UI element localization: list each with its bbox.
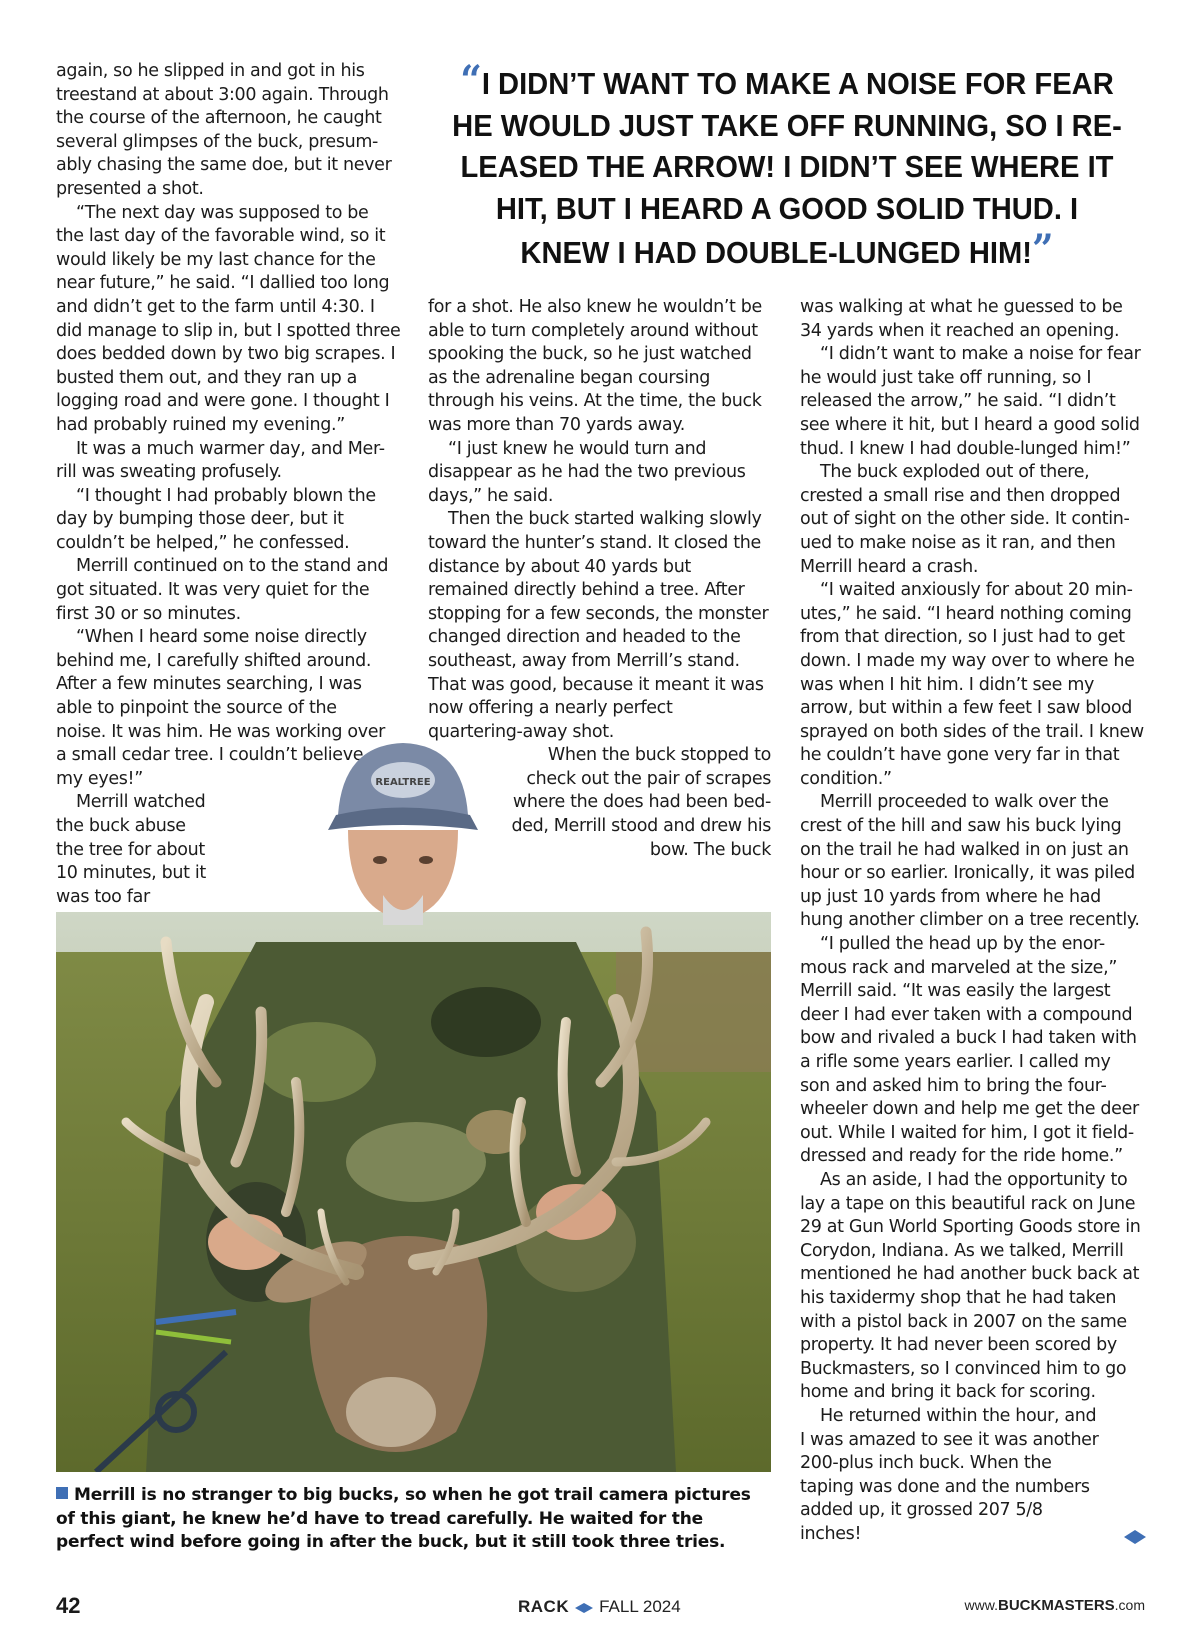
paragraph: He returned within the hour, and I was amazed to see it was another 200-plus inch buck. When the taping was done and the numbers added up, it grossed 207 5/8 inches! [800,1405,1099,1544]
paragraph: “I thought I had probably blown the day by bumping those deer, but it couldn’t be helped,” he confessed. [56,485,376,553]
paragraph: “I just knew he would turn and disappear as he had the two previous days,” he said. [428,438,746,506]
paragraph: The buck exploded out of there, crested a small rise and then dropped out of sight on the other side. It contin-ued to make noise as it ran, and then Merrill heard a crash. [800,462,1130,577]
magazine-name: RACK [518,1597,570,1616]
paragraph: “When I heard some noise directly behind me, I carefully shifted around. After a few minutes searching, I was able to pinpoint the source of the noise. It was him. He was working over a small cedar tree. I couldn’t believe my eyes!” [56,627,386,789]
paragraph: It was a much warmer day, and Mer-rill was sweating profusely. [56,438,385,483]
pull-quote-text: I DIDN’T WANT TO MAKE A NOISE FOR FEAR HE WOULD JUST TAKE OFF RUNNING, SO I RE-LEASED THE ARROW! I DIDN’T SEE WHERE IT HIT, BUT I HEARD A GOOD SOLID THUD. I KNEW I HAD DOUBLE-LUNGED HIM! [452,66,1122,270]
pull-quote [450,57,1125,274]
paragraph: for a shot. He also knew he wouldn’t be able to turn completely around without spooking the buck, so he just watched as the adrenaline began coursing through his veins. At the time, the buck was more than 70 yards away. [428,297,762,435]
paragraph: was walking at what he guessed to be 34 yards when it reached an opening. [800,297,1123,341]
hunter-with-buck-photo [56,912,771,1472]
paragraph: Then the buck started walking slowly toward the hunter’s stand. It closed the distance by about 40 yards but remained directly behind a tree. After stopping for a few seconds, the monster changed direction and headed to the southeast, away from Merrill’s stand. That was good, because it meant it was now offering a nearly perfect quartering-away shot. [428,509,769,742]
paragraph: When the buck stopped to check out the pair of scrapes where the does had been bed-ded, Merrill stood and drew his bow. The buck [511,745,771,860]
photo-caption [56,1484,771,1555]
issue-label: FALL 2024 [599,1597,681,1616]
footer-diamond-icon [575,1603,593,1613]
paragraph: As an aside, I had the opportunity to lay a tape on this beautiful rack on June 29 at Gun World Sporting Goods store in Corydon, Indiana. As we talked, Merrill mentioned he had another buck back at his taxidermy shop that he had taken with a pistol back in 2007 on the same property. It had never been scored by Buckmasters, so I convinced him to go home and bring it back for scoring. [800,1169,1141,1403]
paragraph: Merrill proceeded to walk over the crest of the hill and saw his buck lying on the trail he had walked in on just an hour or so earlier. Ironically, it was piled up just 10 yards from where he had hung another climber on a tree recently. [800,792,1140,931]
paragraph: “The next day was supposed to be the last day of the favorable wind, so it would likely be my last chance for the near future,” he said. “I dallied too long and didn’t get to the farm until 4:30. I did manage to slip in, but I spotted three does bedded down by two big scrapes. I busted them out, and they ran up a logging road and were gone. I thought I had probably ruined my evening.” [56,202,401,435]
cap-logo: REALTREE [375,777,431,788]
page-number: 42 [56,1593,81,1618]
end-diamond-icon [1124,1530,1146,1544]
site-prefix: www. [964,1597,998,1613]
paragraph: “I didn’t want to make a noise for fear he would just take off running, so I released the arrow,” he said. “I didn’t see where it hit, but I heard a good solid thud. I knew I had double-lunged him!” [800,344,1141,459]
site-brand: BUCKMASTERS [997,1597,1115,1614]
footer-website [960,1597,1145,1614]
paragraph: “I waited anxiously for about 20 min-utes,” he said. “I heard nothing coming from that direction, so I just had to get down. I made my way over to where he was when I hit him. I didn’t see my arrow, but within a few feet I saw blood sprayed on both sides of the trail. I knew he couldn’t have gone very far in that condition.” [800,580,1144,789]
paragraph: “I pulled the head up by the enor-mous rack and marveled at the size,” Merrill said. “It was easily the largest deer I had ever taken with a compound bow and rivaled a buck I had taken with a rifle some years earlier. I called my son and asked him to bring the four-wheeler down and help me get the deer out. While I waited for him, I got it field-dressed and ready for the ride home.” [800,934,1139,1167]
hunter-portrait [318,735,488,925]
caption-square-icon [56,1487,68,1499]
article-column-3 [800,296,1145,1546]
open-quote-mark: “ [460,57,482,104]
paragraph: Merrill continued on to the stand and got situated. It was very quiet for the first 30 or so minutes. [56,556,389,624]
footer-magazine-issue [518,1597,681,1617]
caption-text: Merrill is no stranger to big bucks, so when he got trail camera pictures of this giant, he knew he’d have to tread carefully. He waited for the perfect wind before going in after the buck, but it still took three tries. [56,1485,751,1552]
close-quote-mark: ” [1031,226,1054,273]
paragraph: Merrill watched the buck abuse the tree for about 10 minutes, but it was too far [56,792,206,907]
site-suffix: .com [1114,1597,1145,1613]
paragraph: again, so he slipped in and got in his treestand at about 3:00 again. Through the course of the afternoon, he caught several glimpses of the buck, presum-ably chasing the same doe, but it never presented a shot. [56,61,392,199]
